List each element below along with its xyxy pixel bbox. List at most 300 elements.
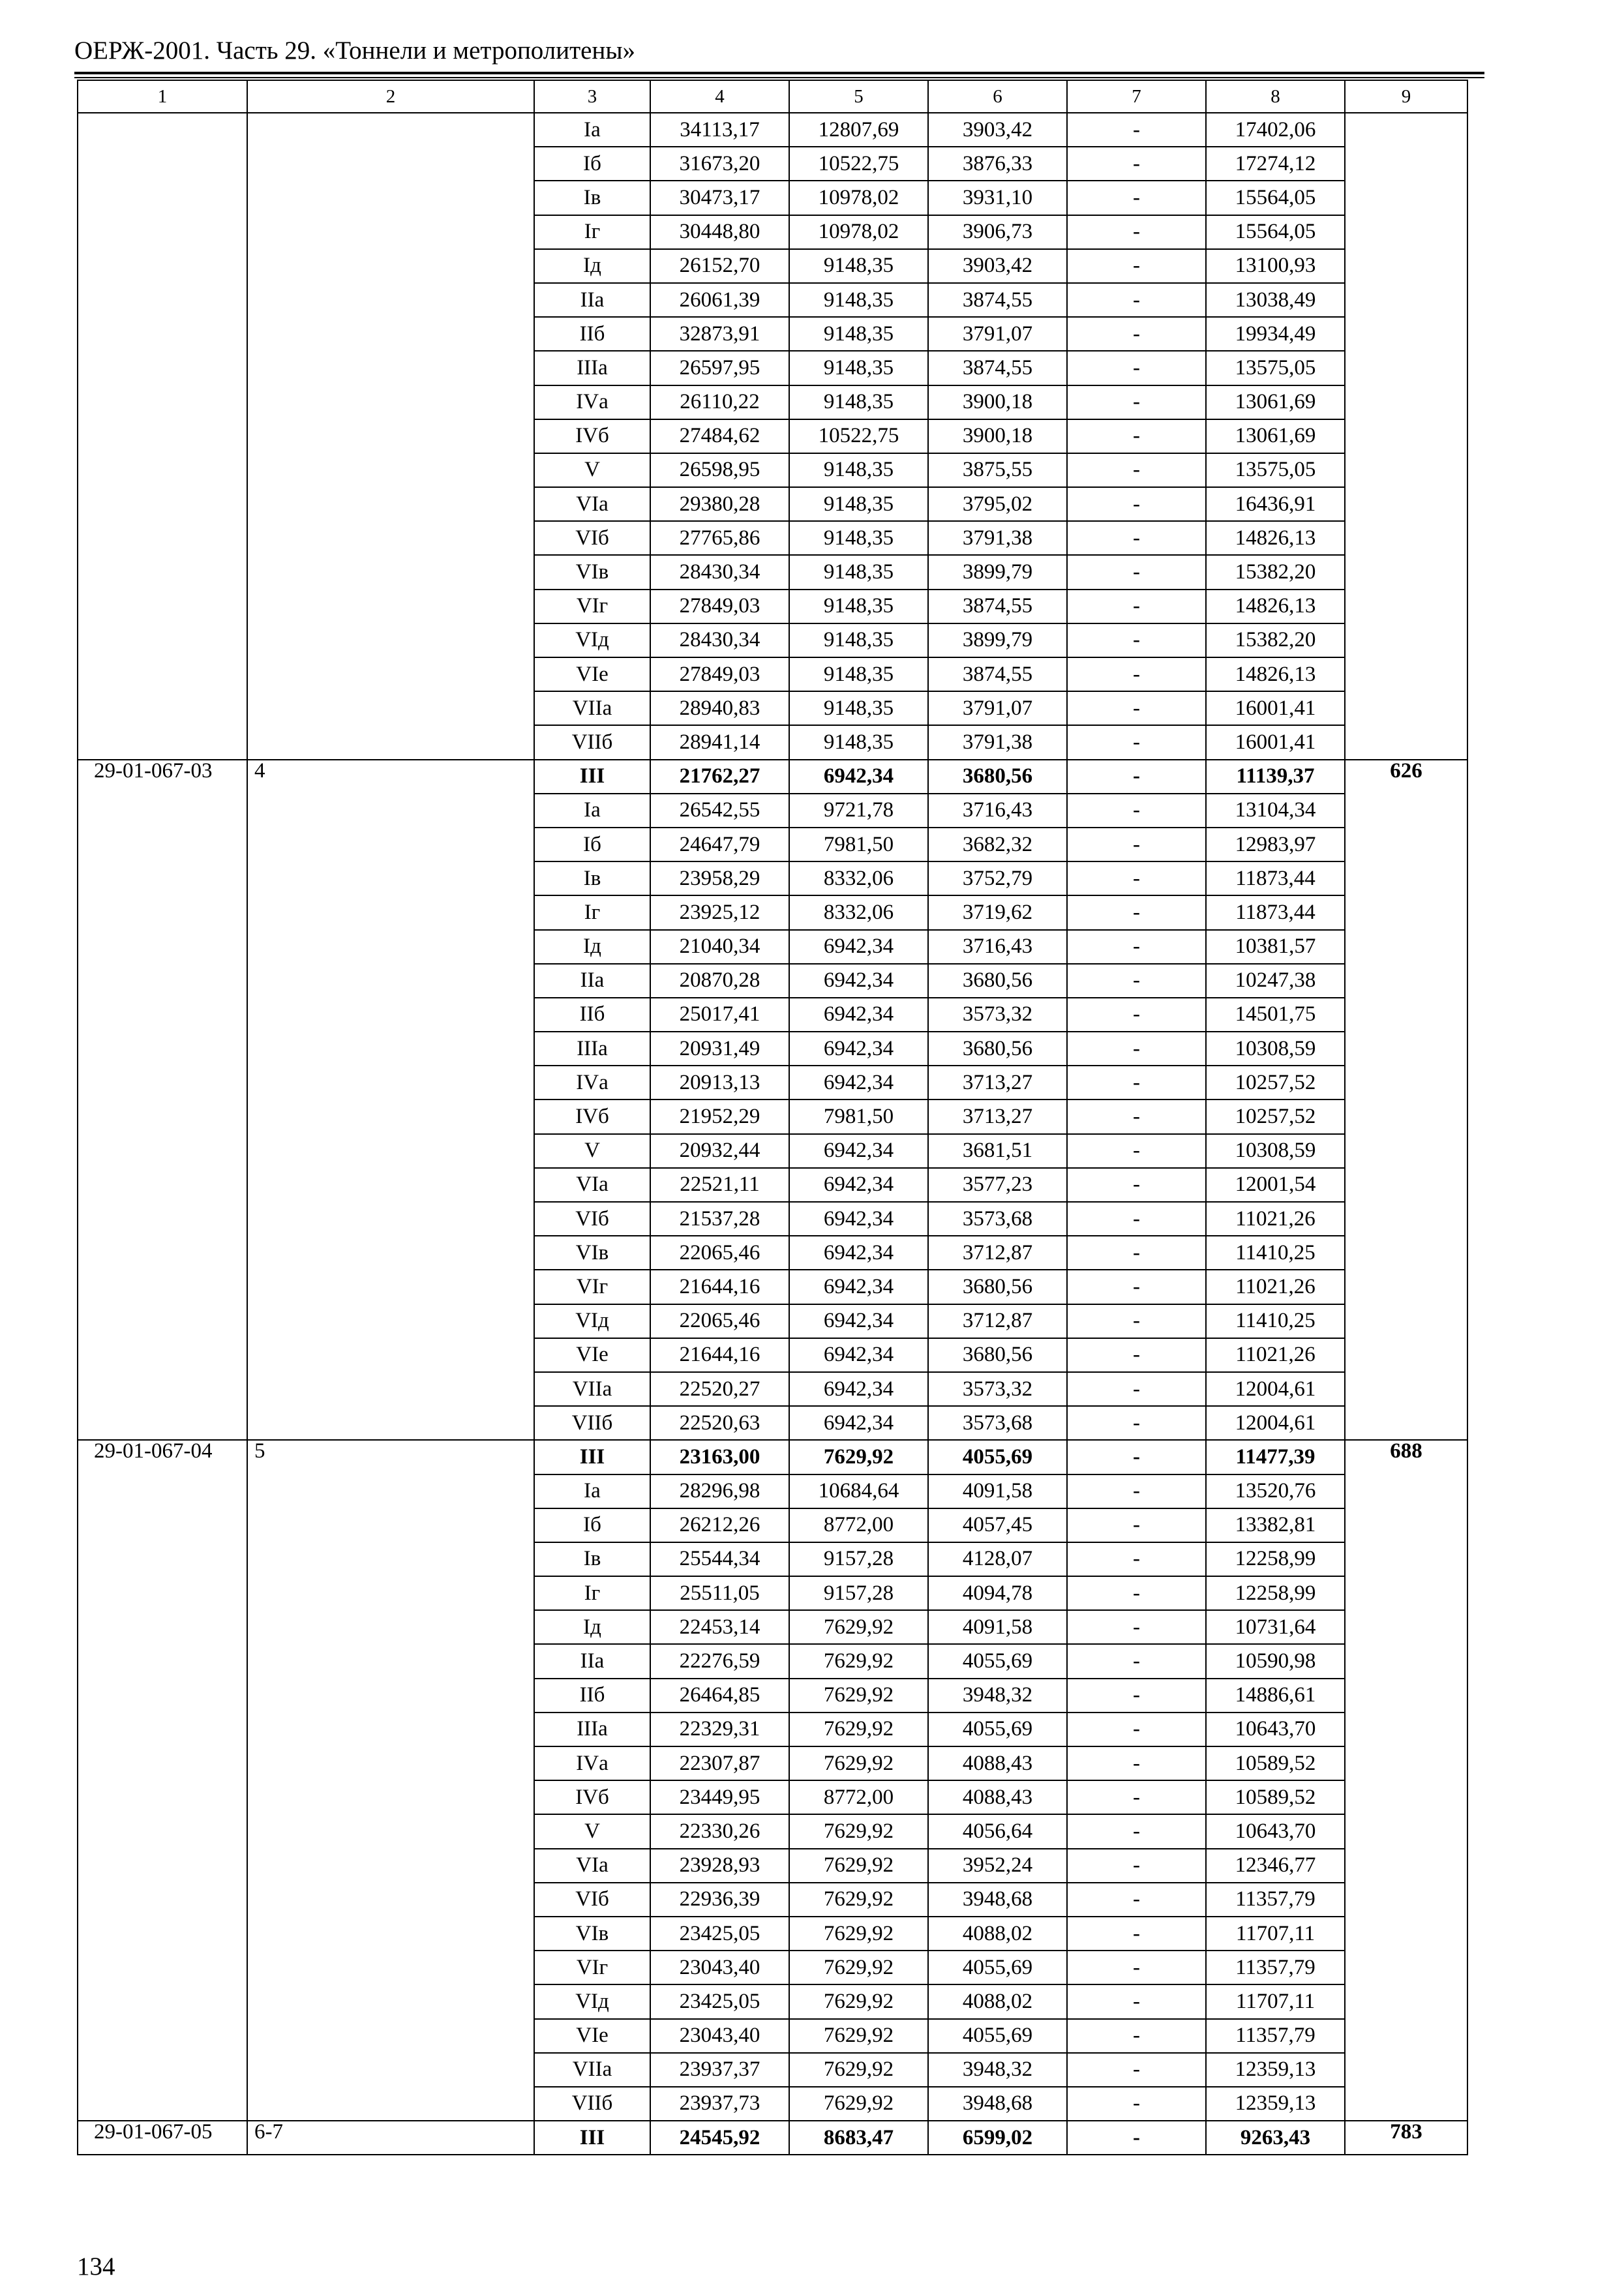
col5-value: 7629,92 <box>789 2019 928 2053</box>
col6-value: 3791,07 <box>928 317 1067 351</box>
col7-value: - <box>1067 1168 1206 1202</box>
col6-value: 3791,07 <box>928 691 1067 725</box>
col6-value: 4088,43 <box>928 1746 1067 1780</box>
rate-code-cell: 29-01-067-04 <box>78 1440 247 2121</box>
col8-value: 10308,59 <box>1206 1134 1345 1168</box>
variant-cell: Iа <box>534 794 650 828</box>
col4-value: 23449,95 <box>650 1780 789 1814</box>
rate-col2-cell: 4 <box>247 760 534 1441</box>
variant-cell: Iв <box>534 181 650 215</box>
variant-cell: VIе <box>534 1338 650 1372</box>
col4-value: 23958,29 <box>650 861 789 895</box>
variant-cell: VIд <box>534 1984 650 2018</box>
col8-value: 13104,34 <box>1206 794 1345 828</box>
col6-value: 3874,55 <box>928 283 1067 317</box>
col4-value: 28940,83 <box>650 691 789 725</box>
col7-value: - <box>1067 521 1206 555</box>
col5-value: 7629,92 <box>789 1746 928 1780</box>
col8-value: 14826,13 <box>1206 657 1345 691</box>
col5-value: 7629,92 <box>789 1679 928 1713</box>
col7-value: - <box>1067 351 1206 385</box>
col6-value: 3948,32 <box>928 1679 1067 1713</box>
col7-value: - <box>1067 181 1206 215</box>
col8-value: 12983,97 <box>1206 828 1345 861</box>
col8-value: 11410,25 <box>1206 1304 1345 1338</box>
col6-value: 3874,55 <box>928 351 1067 385</box>
col7-value: - <box>1067 2019 1206 2053</box>
col-header: 3 <box>534 80 650 113</box>
variant-cell: Iв <box>534 861 650 895</box>
col4-value: 22520,63 <box>650 1406 789 1440</box>
col5-value: 9148,35 <box>789 317 928 351</box>
col6-value: 3713,27 <box>928 1066 1067 1100</box>
variant-cell: Iд <box>534 249 650 283</box>
variant-cell: VIIа <box>534 1372 650 1406</box>
col5-value: 8772,00 <box>789 1780 928 1814</box>
col4-value: 27765,86 <box>650 521 789 555</box>
col4-value: 25544,34 <box>650 1542 789 1576</box>
col8-value: 12001,54 <box>1206 1168 1345 1202</box>
col4-value: 26152,70 <box>650 249 789 283</box>
col-header: 6 <box>928 80 1067 113</box>
col8-value: 11357,79 <box>1206 1883 1345 1917</box>
col8-value: 13520,76 <box>1206 1474 1345 1508</box>
col6-value: 3716,43 <box>928 930 1067 964</box>
col5-value: 9721,78 <box>789 794 928 828</box>
col4-value: 20870,28 <box>650 964 789 998</box>
table-row-main <box>78 760 1467 794</box>
col6-value: 3752,79 <box>928 861 1067 895</box>
col6-value: 3791,38 <box>928 725 1067 759</box>
variant-cell: IIа <box>534 964 650 998</box>
col8-value: 10643,70 <box>1206 1814 1345 1848</box>
col6-value: 3899,79 <box>928 623 1067 657</box>
col4-value: 22276,59 <box>650 1644 789 1678</box>
col4-value: 24545,92 <box>650 2121 789 2155</box>
col7-value: - <box>1067 1576 1206 1610</box>
col4-value: 21537,28 <box>650 1202 789 1236</box>
col6-value: 4088,43 <box>928 1780 1067 1814</box>
col8-value: 9263,43 <box>1206 2121 1345 2155</box>
col5-value: 7629,92 <box>789 1440 928 1474</box>
variant-cell: Iб <box>534 147 650 181</box>
variant-cell: IIб <box>534 998 650 1032</box>
col8-value: 10731,64 <box>1206 1610 1345 1644</box>
col8-value: 15382,20 <box>1206 623 1345 657</box>
col7-value: - <box>1067 1100 1206 1133</box>
col6-value: 3680,56 <box>928 1338 1067 1372</box>
col7-value: - <box>1067 1610 1206 1644</box>
col8-value: 11357,79 <box>1206 2019 1345 2053</box>
col8-value: 14886,61 <box>1206 1679 1345 1713</box>
variant-cell: IIIа <box>534 1713 650 1746</box>
variant-cell: Iв <box>534 1542 650 1576</box>
col5-value: 9148,35 <box>789 623 928 657</box>
variant-cell: IIIа <box>534 351 650 385</box>
col5-value: 8332,06 <box>789 861 928 895</box>
col4-value: 26597,95 <box>650 351 789 385</box>
col7-value: - <box>1067 1338 1206 1372</box>
col6-value: 3906,73 <box>928 215 1067 249</box>
col7-value: - <box>1067 1814 1206 1848</box>
col5-value: 6942,34 <box>789 1270 928 1304</box>
col6-value: 3900,18 <box>928 419 1067 453</box>
col4-value: 20913,13 <box>650 1066 789 1100</box>
col6-value: 3573,68 <box>928 1406 1067 1440</box>
col5-value: 7629,92 <box>789 1610 928 1644</box>
rate-col2-cell: 5 <box>247 1440 534 2121</box>
col6-value: 3876,33 <box>928 147 1067 181</box>
page-number: 134 <box>77 2252 115 2281</box>
col8-value: 11873,44 <box>1206 895 1345 929</box>
col6-value: 3712,87 <box>928 1304 1067 1338</box>
col4-value: 32873,91 <box>650 317 789 351</box>
col7-value: - <box>1067 1406 1206 1440</box>
col7-value: - <box>1067 1236 1206 1270</box>
variant-cell: Iг <box>534 1576 650 1610</box>
col5-value: 6942,34 <box>789 1338 928 1372</box>
col7-value: - <box>1067 828 1206 861</box>
col8-value: 13100,93 <box>1206 249 1345 283</box>
col8-value: 13061,69 <box>1206 419 1345 453</box>
col4-value: 31673,20 <box>650 147 789 181</box>
col7-value: - <box>1067 1780 1206 1814</box>
variant-cell: III <box>534 1440 650 1474</box>
col5-value: 6942,34 <box>789 930 928 964</box>
col8-value: 11707,11 <box>1206 1984 1345 2018</box>
col4-value: 21952,29 <box>650 1100 789 1133</box>
col5-value: 6942,34 <box>789 1202 928 1236</box>
col6-value: 3795,02 <box>928 487 1067 521</box>
col5-value: 7629,92 <box>789 1951 928 1984</box>
col6-value: 4094,78 <box>928 1576 1067 1610</box>
col8-value: 12004,61 <box>1206 1406 1345 1440</box>
col5-value: 7981,50 <box>789 828 928 861</box>
col5-value: 9148,35 <box>789 657 928 691</box>
col-header: 8 <box>1206 80 1345 113</box>
col7-value: - <box>1067 113 1206 147</box>
col6-value: 4091,58 <box>928 1610 1067 1644</box>
variant-cell: Iб <box>534 1508 650 1542</box>
variant-cell: III <box>534 2121 650 2155</box>
col7-value: - <box>1067 2053 1206 2087</box>
col7-value: - <box>1067 1032 1206 1066</box>
col8-value: 11021,26 <box>1206 1270 1345 1304</box>
col7-value: - <box>1067 419 1206 453</box>
col6-value: 3577,23 <box>928 1168 1067 1202</box>
col4-value: 30448,80 <box>650 215 789 249</box>
col8-value: 10247,38 <box>1206 964 1345 998</box>
col-header: 4 <box>650 80 789 113</box>
col5-value: 9148,35 <box>789 385 928 419</box>
variant-cell: Iг <box>534 895 650 929</box>
rate-col2-cell <box>247 113 534 760</box>
col4-value: 23928,93 <box>650 1849 789 1883</box>
variant-cell: IIа <box>534 283 650 317</box>
col4-value: 23937,37 <box>650 2053 789 2087</box>
col5-value: 9148,35 <box>789 283 928 317</box>
variant-cell: V <box>534 453 650 487</box>
col4-value: 25511,05 <box>650 1576 789 1610</box>
rate-col9-cell: 688 <box>1345 1440 1467 2121</box>
col6-value: 4088,02 <box>928 1917 1067 1951</box>
col7-value: - <box>1067 317 1206 351</box>
col4-value: 22329,31 <box>650 1713 789 1746</box>
col5-value: 9148,35 <box>789 725 928 759</box>
col8-value: 13061,69 <box>1206 385 1345 419</box>
variant-cell: VIе <box>534 657 650 691</box>
col7-value: - <box>1067 1440 1206 1474</box>
col6-value: 3952,24 <box>928 1849 1067 1883</box>
col7-value: - <box>1067 861 1206 895</box>
col7-value: - <box>1067 555 1206 589</box>
col8-value: 13575,05 <box>1206 351 1345 385</box>
col4-value: 22065,46 <box>650 1304 789 1338</box>
col-header: 9 <box>1345 80 1467 113</box>
variant-cell: IIIа <box>534 1032 650 1066</box>
variant-cell: IVб <box>534 1100 650 1133</box>
col5-value: 10978,02 <box>789 181 928 215</box>
col5-value: 10522,75 <box>789 147 928 181</box>
variant-cell: Iг <box>534 215 650 249</box>
rate-code-cell: 29-01-067-03 <box>78 760 247 1441</box>
col4-value: 27849,03 <box>650 590 789 623</box>
col8-value: 16001,41 <box>1206 691 1345 725</box>
col7-value: - <box>1067 794 1206 828</box>
variant-cell: VIб <box>534 1202 650 1236</box>
col8-value: 11410,25 <box>1206 1236 1345 1270</box>
table-row-main <box>78 1440 1467 1474</box>
variant-cell: V <box>534 1134 650 1168</box>
rate-code-cell <box>78 113 247 760</box>
variant-cell: VIг <box>534 590 650 623</box>
col6-value: 3716,43 <box>928 794 1067 828</box>
col8-value: 13382,81 <box>1206 1508 1345 1542</box>
col6-value: 4055,69 <box>928 1644 1067 1678</box>
col5-value: 6942,34 <box>789 1406 928 1440</box>
col7-value: - <box>1067 725 1206 759</box>
variant-cell: VIг <box>534 1270 650 1304</box>
variant-cell: VIIа <box>534 691 650 725</box>
col7-value: - <box>1067 453 1206 487</box>
col7-value: - <box>1067 1951 1206 1984</box>
col8-value: 11139,37 <box>1206 760 1345 794</box>
col6-value: 3712,87 <box>928 1236 1067 1270</box>
col8-value: 10381,57 <box>1206 930 1345 964</box>
col4-value: 26464,85 <box>650 1679 789 1713</box>
col6-value: 3573,68 <box>928 1202 1067 1236</box>
col4-value: 23937,73 <box>650 2087 789 2121</box>
col8-value: 11707,11 <box>1206 1917 1345 1951</box>
col4-value: 22936,39 <box>650 1883 789 1917</box>
variant-cell: VIа <box>534 1849 650 1883</box>
variant-cell: VIа <box>534 487 650 521</box>
variant-cell: VIд <box>534 1304 650 1338</box>
col4-value: 28430,34 <box>650 555 789 589</box>
header-rule-thick <box>74 72 1484 74</box>
col8-value: 11021,26 <box>1206 1338 1345 1372</box>
col8-value: 11873,44 <box>1206 861 1345 895</box>
col4-value: 28430,34 <box>650 623 789 657</box>
col6-value: 4055,69 <box>928 2019 1067 2053</box>
col6-value: 4057,45 <box>928 1508 1067 1542</box>
col5-value: 9148,35 <box>789 691 928 725</box>
col6-value: 3681,51 <box>928 1134 1067 1168</box>
col6-value: 3903,42 <box>928 249 1067 283</box>
col6-value: 3791,38 <box>928 521 1067 555</box>
variant-cell: VIг <box>534 1951 650 1984</box>
col6-value: 4091,58 <box>928 1474 1067 1508</box>
variant-cell: IVа <box>534 1746 650 1780</box>
variant-cell: VIа <box>534 1168 650 1202</box>
col4-value: 28296,98 <box>650 1474 789 1508</box>
col6-value: 4055,69 <box>928 1440 1067 1474</box>
col8-value: 16436,91 <box>1206 487 1345 521</box>
col6-value: 3682,32 <box>928 828 1067 861</box>
col7-value: - <box>1067 590 1206 623</box>
col4-value: 22520,27 <box>650 1372 789 1406</box>
col6-value: 3719,62 <box>928 895 1067 929</box>
col8-value: 19934,49 <box>1206 317 1345 351</box>
col7-value: - <box>1067 1270 1206 1304</box>
col8-value: 10643,70 <box>1206 1713 1345 1746</box>
col6-value: 3680,56 <box>928 760 1067 794</box>
variant-cell: IVа <box>534 385 650 419</box>
col8-value: 13038,49 <box>1206 283 1345 317</box>
col7-value: - <box>1067 998 1206 1032</box>
col7-value: - <box>1067 385 1206 419</box>
col5-value: 9148,35 <box>789 453 928 487</box>
col7-value: - <box>1067 1746 1206 1780</box>
col7-value: - <box>1067 760 1206 794</box>
col5-value: 9148,35 <box>789 555 928 589</box>
col4-value: 21040,34 <box>650 930 789 964</box>
col5-value: 7629,92 <box>789 1713 928 1746</box>
col8-value: 12258,99 <box>1206 1576 1345 1610</box>
variant-cell: VIб <box>534 1883 650 1917</box>
rate-col9-cell <box>1345 113 1467 760</box>
variant-cell: VIв <box>534 555 650 589</box>
rate-col2-cell: 6-7 <box>247 2121 534 2155</box>
header-rule-thin <box>74 77 1484 78</box>
variant-cell: V <box>534 1814 650 1848</box>
col7-value: - <box>1067 1679 1206 1713</box>
col6-value: 3874,55 <box>928 657 1067 691</box>
variant-cell: IIб <box>534 317 650 351</box>
col8-value: 10589,52 <box>1206 1746 1345 1780</box>
variant-cell: VIIб <box>534 1406 650 1440</box>
col7-value: - <box>1067 2087 1206 2121</box>
col7-value: - <box>1067 283 1206 317</box>
col5-value: 10978,02 <box>789 215 928 249</box>
col5-value: 9157,28 <box>789 1542 928 1576</box>
col4-value: 23043,40 <box>650 1951 789 1984</box>
col4-value: 25017,41 <box>650 998 789 1032</box>
col5-value: 9148,35 <box>789 249 928 283</box>
col-header: 7 <box>1067 80 1206 113</box>
variant-cell: VIв <box>534 1917 650 1951</box>
variant-cell: VIIб <box>534 2087 650 2121</box>
col4-value: 22307,87 <box>650 1746 789 1780</box>
variant-cell: IVа <box>534 1066 650 1100</box>
variant-cell: VIIа <box>534 2053 650 2087</box>
col6-value: 3680,56 <box>928 1270 1067 1304</box>
col7-value: - <box>1067 2121 1206 2155</box>
rates-table-body <box>78 80 1467 2155</box>
col8-value: 10257,52 <box>1206 1066 1345 1100</box>
col7-value: - <box>1067 1849 1206 1883</box>
col8-value: 14501,75 <box>1206 998 1345 1032</box>
col4-value: 26110,22 <box>650 385 789 419</box>
col8-value: 10589,52 <box>1206 1780 1345 1814</box>
col8-value: 14826,13 <box>1206 590 1345 623</box>
variant-cell: IIа <box>534 1644 650 1678</box>
col6-value: 3874,55 <box>928 590 1067 623</box>
col7-value: - <box>1067 1883 1206 1917</box>
rate-col9-cell: 626 <box>1345 760 1467 1441</box>
col4-value: 20931,49 <box>650 1032 789 1066</box>
variant-cell: Iа <box>534 1474 650 1508</box>
col8-value: 10590,98 <box>1206 1644 1345 1678</box>
col5-value: 6942,34 <box>789 998 928 1032</box>
col7-value: - <box>1067 249 1206 283</box>
col4-value: 26598,95 <box>650 453 789 487</box>
col7-value: - <box>1067 1134 1206 1168</box>
col5-value: 7981,50 <box>789 1100 928 1133</box>
col7-value: - <box>1067 930 1206 964</box>
col5-value: 7629,92 <box>789 1644 928 1678</box>
col5-value: 9148,35 <box>789 521 928 555</box>
col8-value: 11357,79 <box>1206 1951 1345 1984</box>
col8-value: 15382,20 <box>1206 555 1345 589</box>
col4-value: 20932,44 <box>650 1134 789 1168</box>
col5-value: 12807,69 <box>789 113 928 147</box>
col4-value: 21762,27 <box>650 760 789 794</box>
variant-cell: Iа <box>534 113 650 147</box>
col8-value: 15564,05 <box>1206 215 1345 249</box>
col6-value: 3948,68 <box>928 1883 1067 1917</box>
col6-value: 3573,32 <box>928 998 1067 1032</box>
col4-value: 22521,11 <box>650 1168 789 1202</box>
col4-value: 27484,62 <box>650 419 789 453</box>
col5-value: 6942,34 <box>789 1168 928 1202</box>
col8-value: 13575,05 <box>1206 453 1345 487</box>
col4-value: 27849,03 <box>650 657 789 691</box>
col6-value: 3948,32 <box>928 2053 1067 2087</box>
col-header: 1 <box>78 80 247 113</box>
col5-value: 6942,34 <box>789 1134 928 1168</box>
variant-cell: IVб <box>534 419 650 453</box>
col7-value: - <box>1067 1372 1206 1406</box>
col8-value: 12004,61 <box>1206 1372 1345 1406</box>
col5-value: 6942,34 <box>789 964 928 998</box>
col4-value: 29380,28 <box>650 487 789 521</box>
col5-value: 7629,92 <box>789 2053 928 2087</box>
col7-value: - <box>1067 1474 1206 1508</box>
col5-value: 8332,06 <box>789 895 928 929</box>
col6-value: 3899,79 <box>928 555 1067 589</box>
col6-value: 4055,69 <box>928 1713 1067 1746</box>
col4-value: 21644,16 <box>650 1338 789 1372</box>
col8-value: 12258,99 <box>1206 1542 1345 1576</box>
col6-value: 3948,68 <box>928 2087 1067 2121</box>
col7-value: - <box>1067 1202 1206 1236</box>
col4-value: 34113,17 <box>650 113 789 147</box>
col6-value: 4128,07 <box>928 1542 1067 1576</box>
rates-table <box>77 80 1468 2155</box>
variant-cell: Iд <box>534 1610 650 1644</box>
col6-value: 4056,64 <box>928 1814 1067 1848</box>
